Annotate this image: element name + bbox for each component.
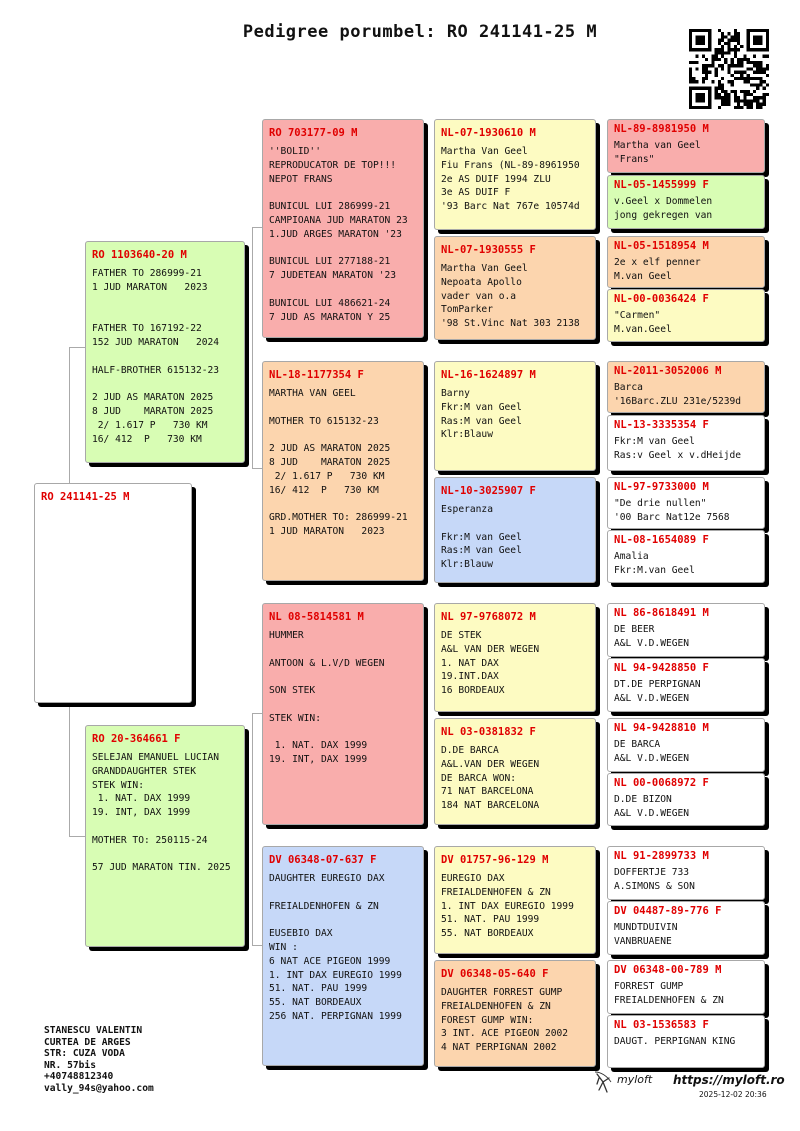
gen4-notes: DE BARCA A&L V.D.WEGEN (614, 739, 690, 764)
grandparent-card[interactable] (262, 846, 424, 1066)
owner-phone: +40748812340 (44, 1071, 114, 1082)
great-grandparent-ring: NL 97-9768072 M (441, 611, 536, 623)
gen4-notes: 2e x elf penner M.van Geel (614, 257, 701, 282)
grandparent-ring: RO 703177-09 M (269, 127, 358, 139)
gen4-notes: v.Geel x Dommelen jong gekregen van (614, 196, 713, 221)
great-grandparent-ring: DV 06348-05-640 F (441, 968, 549, 980)
great-grandparent-ring: NL-07-1930610 M (441, 127, 536, 139)
gen4-ring: NL 00-0068972 F (614, 777, 709, 789)
grandparent-card[interactable] (262, 361, 424, 581)
great-grandparent-card[interactable] (434, 603, 596, 712)
connector-line (252, 713, 253, 945)
gen4-ring: NL 94-9428810 M (614, 722, 709, 734)
gen4-ring: NL-97-9733000 M (614, 481, 709, 493)
great-grandparent-card[interactable] (434, 236, 596, 340)
great-grandparent-card[interactable] (434, 718, 596, 825)
great-grandparent-notes: DE STEK A&L VAN DER WEGEN 1. NAT DAX 19.INT.DAX 16 BORDEAUX (441, 630, 540, 697)
mother-notes: SELEJAN EMANUEL LUCIAN GRANDDAUGHTER STEK STEK WIN: 1. NAT. DAX 1999 19. INT, DAX 1999 MOTHER TO: 250115-24 57 JUD MARATON TIN. 2025 (92, 752, 231, 874)
gen4-card[interactable] (607, 289, 765, 342)
gen4-ring: NL-05-1455999 F (614, 179, 709, 191)
great-grandparent-card[interactable] (434, 361, 596, 471)
great-grandparent-ring: NL-16-1624897 M (441, 369, 536, 381)
owner-city: CURTEA DE ARGES (44, 1036, 131, 1048)
gen4-card[interactable] (607, 901, 765, 955)
great-grandparent-notes: Barny Fkr:M van Geel Ras:M van Geel Klr:Blauw (441, 388, 522, 441)
gen4-notes: DE BEER A&L V.D.WEGEN (614, 624, 690, 649)
grandparent-notes: HUMMER ANTOON & L.V/D WEGEN SON STEK STEK WIN: 1. NAT. DAX 1999 19. INT, DAX 1999 (269, 630, 385, 766)
gen4-ring: NL-00-0036424 F (614, 293, 709, 305)
grandparent-notes: ''BOLID'' REPRODUCATOR DE TOP!!! NEPOT FRANS BUNICUL LUI 286999-21 CAMPIOANA JUD MARATON 23 1.JUD ARGES MARATON '23 BUNICUL LUI 277188-21 7 JUDETEAN MARATON '23 BUNICUL LUI 486621-24 7 JUD AS MARATON Y 25 (269, 146, 408, 323)
connector-line (69, 347, 70, 488)
gen4-ring: NL 03-1536583 F (614, 1019, 709, 1031)
great-grandparent-card[interactable] (434, 846, 596, 954)
gen4-notes: FORREST GUMP FREIALDENHOFEN & ZN (614, 981, 724, 1006)
gen4-card[interactable] (607, 530, 765, 583)
owner-street: STR: CUZA VODA (44, 1048, 125, 1059)
connector-line (69, 703, 70, 836)
gen4-ring: NL-08-1654089 F (614, 534, 709, 546)
gen4-notes: DT.DE PERPIGNAN A&L V.D.WEGEN (614, 679, 701, 704)
site-link[interactable]: https://myloft.ro (673, 1073, 785, 1087)
gen4-ring: NL-89-8981950 M (614, 123, 709, 135)
great-grandparent-ring: NL 03-0381832 F (441, 726, 536, 738)
grandparent-card[interactable] (262, 119, 424, 338)
grandparent-ring: DV 06348-07-637 F (269, 854, 377, 866)
grandparent-ring: NL 08-5814581 M (269, 611, 364, 623)
gen4-card[interactable] (607, 846, 765, 900)
gen4-ring: NL-05-1518954 M (614, 240, 709, 252)
gen4-ring: DV 04487-89-776 F (614, 905, 722, 917)
gen4-ring: DV 06348-00-789 M (614, 964, 722, 976)
gen4-card[interactable] (607, 477, 765, 529)
grandparent-card[interactable] (262, 603, 424, 825)
gen4-notes: D.DE BIZON A&L V.D.WEGEN (614, 794, 690, 819)
page-title: Pedigree porumbel: RO 241141-25 M (242, 22, 598, 42)
great-grandparent-card[interactable] (434, 960, 596, 1067)
great-grandparent-ring: NL-07-1930555 F (441, 244, 536, 256)
father-card[interactable] (85, 241, 245, 463)
great-grandparent-card[interactable] (434, 477, 596, 583)
logo-text: myloft (617, 1073, 653, 1086)
great-grandparent-notes: D.DE BARCA A&L.VAN DER WEGEN DE BARCA WON: 71 NAT BARCELONA 184 NAT BARCELONA (441, 745, 540, 812)
subject-ring: RO 241141-25 M (41, 491, 130, 503)
gen4-notes: Amalia Fkr:M.van Geel (614, 551, 695, 576)
grandparent-notes: DAUGHTER EUREGIO DAX FREIALDENHOFEN & ZN EUSEBIO DAX WIN : 6 NAT ACE PIGEON 1999 1. INT DAX EUREGIO 1999 51. NAT. PAU 1999 55. NAT BORDEAUX 256 NAT. PERPIGNAN 1999 (269, 873, 402, 1022)
gen4-ring: NL 86-8618491 M (614, 607, 709, 619)
great-grandparent-notes: DAUGHTER FORREST GUMP FREIALDENHOFEN & ZN FOREST GUMP WIN: 3 INT. ACE PIGEON 2002 4 NAT PERPIGNAN 2002 (441, 987, 569, 1054)
gen4-card[interactable] (607, 718, 765, 772)
great-grandparent-ring: NL-10-3025907 F (441, 485, 536, 497)
gen4-ring: NL 94-9428850 F (614, 662, 709, 674)
gen4-notes: Fkr:M van Geel Ras:v Geel x v.dHeijde (614, 436, 742, 461)
great-grandparent-notes: Martha Van Geel Nepoata Apollo vader van o.a TomParker '98 St.Vinc Nat 303 2138 (441, 263, 580, 330)
subject-card[interactable] (34, 483, 192, 703)
gen4-notes: "De drie nullen" '00 Barc Nat12e 7568 (614, 498, 730, 523)
mother-ring: RO 20-364661 F (92, 733, 181, 745)
gen4-card[interactable] (607, 960, 765, 1014)
owner-email: vally_94s@yahoo.com (44, 1082, 154, 1094)
owner-number: NR. 57bis (44, 1059, 96, 1071)
gen4-notes: Martha van Geel "Frans" (614, 140, 701, 165)
gen4-notes: DOFFERTJE 733 A.SIMONS & SON (614, 867, 695, 892)
print-date: 2025-12-02 20:36 (699, 1090, 767, 1099)
mother-card[interactable] (85, 725, 245, 947)
gen4-card[interactable] (607, 119, 765, 173)
grandparent-ring: NL-18-1177354 F (269, 369, 364, 381)
gen4-notes: MUNDTDUIVIN VANBRUAENE (614, 922, 678, 947)
great-grandparent-card[interactable] (434, 119, 596, 230)
father-ring: RO 1103640-20 M (92, 249, 187, 261)
gen4-card[interactable] (607, 361, 765, 413)
great-grandparent-notes: Esperanza Fkr:M van Geel Ras:M van Geel Klr:Blauw (441, 504, 522, 571)
gen4-notes: DAUGT. PERPIGNAN KING (614, 1036, 736, 1047)
great-grandparent-notes: Martha Van Geel Fiu Frans (NL-89-8961950 2e AS DUIF 1994 ZLU 3e AS DUIF F '93 Barc Nat 767e 10574d (441, 146, 580, 213)
connector-line (252, 227, 253, 469)
gen4-card[interactable] (607, 658, 765, 712)
great-grandparent-notes: EUREGIO DAX FREIALDENHOFEN & ZN 1. INT DAX EUREGIO 1999 51. NAT. PAU 1999 55. NAT BORDEAUX (441, 873, 574, 940)
owner-name: STANESCU VALENTIN (44, 1025, 143, 1036)
owner-info (44, 1025, 154, 1094)
grandparent-notes: MARTHA VAN GEEL MOTHER TO 615132-23 2 JUD AS MARATON 2025 8 JUD MARATON 2025 2/ 1.617 P 730 KM 16/ 412 P 730 KM GRD.MOTHER TO: 286999-21 1 JUD MARATON 2023 (269, 388, 408, 537)
gen4-card[interactable] (607, 415, 765, 471)
gen4-ring: NL 91-2899733 M (614, 850, 709, 862)
gen4-card[interactable] (607, 175, 765, 229)
great-grandparent-ring: DV 01757-96-129 M (441, 854, 549, 866)
father-notes: FATHER TO 286999-21 1 JUD MARATON 2023 FATHER TO 167192-22 152 JUD MARATON 2024 HALF-BROTHER 615132-23 2 JUD AS MARATON 2025 8 JUD MARATON 2025 2/ 1.617 P 730 KM 16/ 412 P 730 KM (92, 268, 220, 445)
gen4-card[interactable] (607, 236, 765, 288)
gen4-card[interactable] (607, 1015, 765, 1068)
gen4-notes: "Carmen" M.van.Geel (614, 310, 672, 335)
gen4-card[interactable] (607, 603, 765, 657)
qr-code-icon (689, 29, 769, 109)
gen4-ring: NL-2011-3052006 M (614, 365, 722, 377)
gen4-ring: NL-13-3335354 F (614, 419, 709, 431)
gen4-card[interactable] (607, 773, 765, 826)
gen4-notes: Barca '16Barc.ZLU 231e/5239d (614, 382, 742, 407)
